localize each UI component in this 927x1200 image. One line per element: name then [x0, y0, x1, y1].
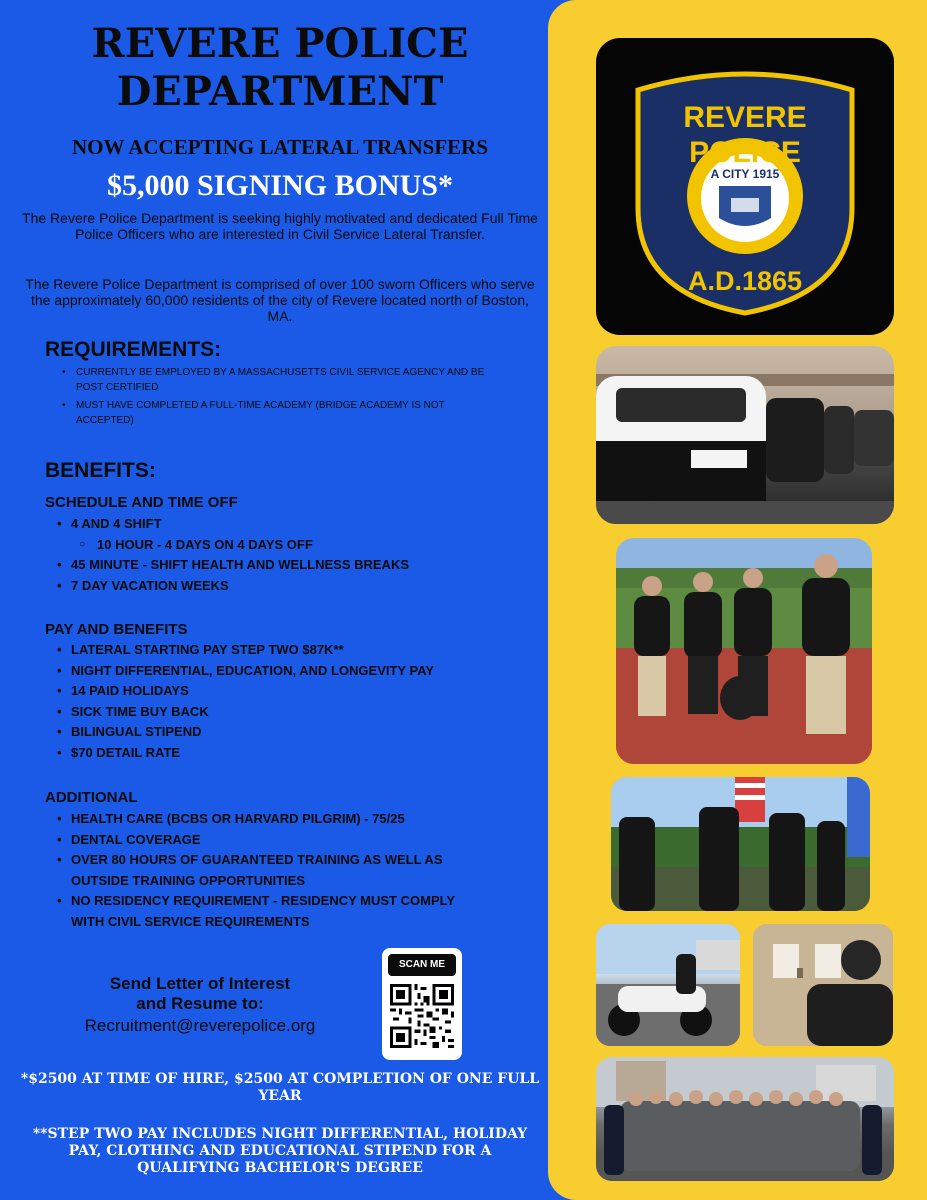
pay-heading: PAY AND BENEFITS [45, 621, 188, 638]
list-item: • MUST HAVE COMPLETED A FULL-TIME ACADEMY (BRIDGE ACADEMY IS NOT ACCEPTED) [62, 398, 502, 428]
contact-line-1: Send Letter of Interest [109, 974, 291, 993]
list-item: • SICK TIME BUY BACK [55, 702, 434, 723]
footnote-1: *$2500 AT TIME OF HIRE, $2500 AT COMPLETION OF ONE FULL YEAR [20, 1071, 540, 1104]
qr-code-card[interactable] [382, 948, 462, 1060]
footnote-2: **STEP TWO PAY INCLUDES NIGHT DIFFERENTIAL, HOLIDAY PAY, CLOTHING AND EDUCATIONAL STIPEND FOR A QUALIFYING BACHELOR'S DEGREE [32, 1126, 528, 1176]
title-line2: DEPARTMENT [116, 68, 444, 115]
honor-guard-photo [611, 777, 870, 911]
motorcycle-photo [596, 924, 740, 1046]
police-badge-icon [596, 38, 894, 335]
qr-code-icon [390, 984, 454, 1048]
list-item: • NO RESIDENCY REQUIREMENT - RESIDENCY MUST COMPLY WITH CIVIL SERVICE REQUIREMENTS [55, 891, 485, 932]
contact-email[interactable]: Recruitment@reverepolice.org [84, 1016, 316, 1035]
range-training-photo [753, 924, 893, 1046]
list-item: • DENTAL COVERAGE [55, 830, 485, 851]
list-item: • BILINGUAL STIPEND [55, 722, 434, 743]
department-group-photo [596, 1057, 894, 1181]
badge-text-1: REVERE [683, 101, 807, 134]
subtitle: NOW ACCEPTING LATERAL TRANSFERS [71, 135, 488, 159]
intro-paragraph-2: The Revere Police Department is comprised of over 100 sworn Officers who serve the approximately 60,000 residents of the city of Revere located north of Boston, MA. [25, 276, 535, 324]
benefits-heading: BENEFITS: [45, 459, 156, 482]
list-item: • $70 DETAIL RATE [55, 743, 434, 764]
badge-text-2: POLICE [689, 136, 801, 169]
list-item: • NIGHT DIFFERENTIAL, EDUCATION, AND LONGEVITY PAY [55, 661, 434, 682]
contact-line-2: and Resume to: [136, 994, 264, 1013]
list-item: • HEALTH CARE (BCBS OR HARVARD PILGRIM) - 75/25 [55, 809, 485, 830]
additional-list [55, 809, 485, 932]
police-cars-photo [596, 346, 894, 524]
badge-founded: A.D.1865 [687, 266, 803, 296]
list-item: • 7 DAY VACATION WEEKS [55, 576, 409, 597]
list-item: • 4 AND 4 SHIFT [55, 514, 409, 535]
additional-heading: ADDITIONAL [45, 789, 138, 806]
requirements-list [62, 365, 502, 431]
list-item: ○ 10 HOUR - 4 DAYS ON 4 DAYS OFF [55, 535, 409, 556]
schedule-heading: SCHEDULE AND TIME OFF [45, 494, 238, 511]
schedule-list [55, 514, 409, 596]
list-item: • LATERAL STARTING PAY STEP TWO $87K** [55, 640, 434, 661]
list-item: • 14 PAID HOLIDAYS [55, 681, 434, 702]
list-item: • CURRENTLY BE EMPLOYED BY A MASSACHUSETTS CIVIL SERVICE AGENCY AND BE POST CERTIFIED [62, 365, 502, 395]
title-line1: REVERE POLICE [91, 20, 469, 67]
list-item: • OVER 80 HOURS OF GUARANTEED TRAINING AS WELL AS OUTSIDE TRAINING OPPORTUNITIES [55, 850, 485, 891]
pay-list [55, 640, 434, 763]
qr-label: SCAN ME [388, 954, 456, 976]
officers-with-dog-photo [616, 538, 872, 764]
requirements-heading: REQUIREMENTS: [45, 338, 222, 361]
police-badge-panel [596, 38, 894, 335]
badge-seal-text: A CITY 1915 [710, 167, 780, 181]
intro-paragraph-1: The Revere Police Department is seeking highly motivated and dedicated Full Time Police Officers who are interested in Civil Service Lateral Transfer. [22, 210, 538, 242]
list-item: • 45 MINUTE - SHIFT HEALTH AND WELLNESS BREAKS [55, 555, 409, 576]
signing-bonus: $5,000 SIGNING BONUS* [107, 169, 453, 202]
